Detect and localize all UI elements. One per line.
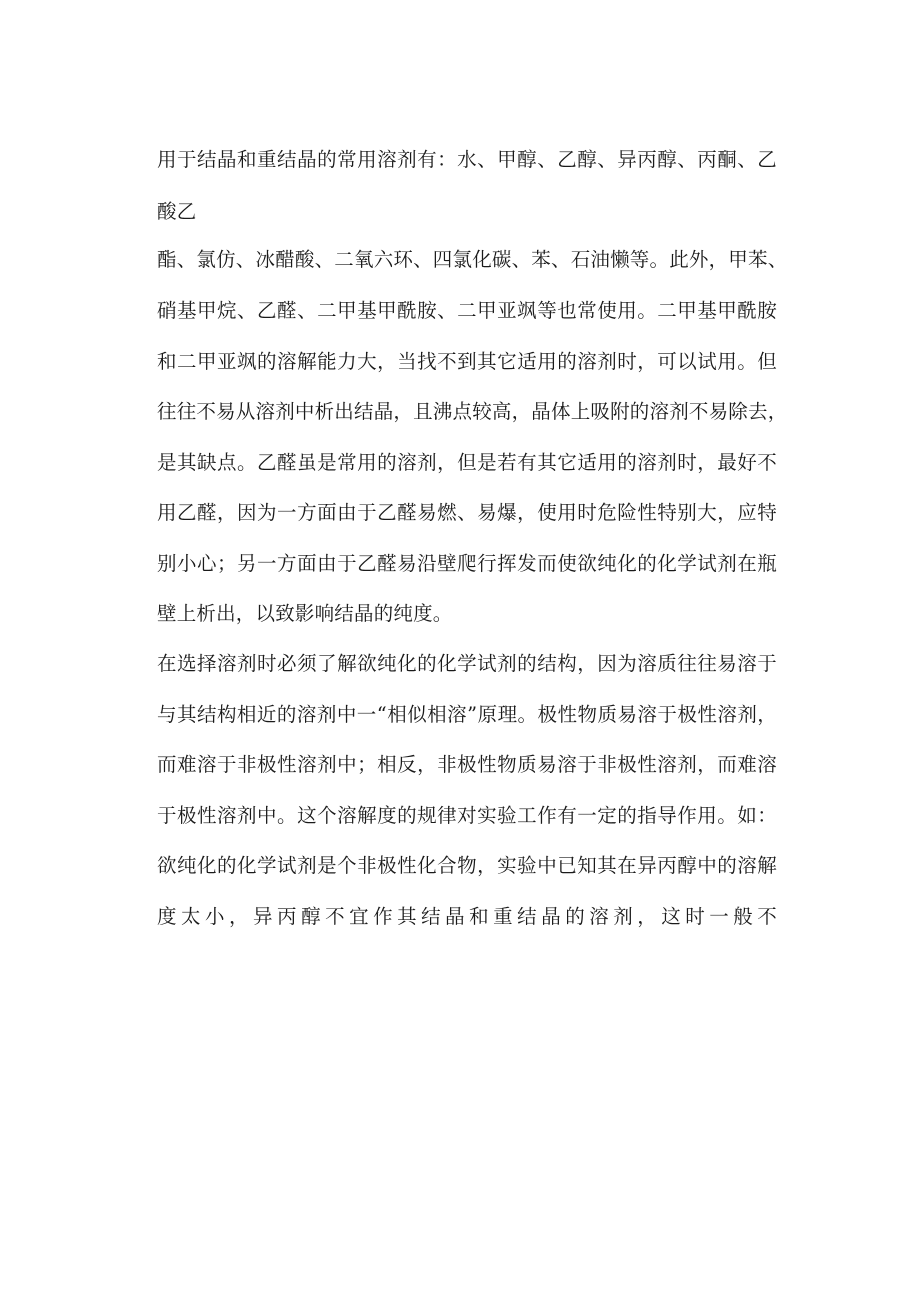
paragraph-3-line-2: 与其结构相近的溶剂中一“相似相溶”原理。极性物质易溶于极性溶剂， [157, 703, 777, 726]
paragraph-3-line-5: 欲纯化的化学试剂是个非极性化合物，实验中已知其在异丙醇中的溶解 [157, 854, 777, 877]
paragraph-3-line-6: 度太小，异丙醇不宜作其结晶和重结晶的溶剂，这时一般不 [157, 905, 777, 928]
paragraph-2-line-4: 往往不易从溶剂中析出结晶，且沸点较高，晶体上吸附的溶剂不易除去， [157, 400, 788, 423]
paragraph-3-line-1: 在选择溶剂时必须了解欲纯化的化学试剂的结构，因为溶质往往易溶于 [157, 652, 777, 675]
paragraph-3-line-3: 而难溶于非极性溶剂中；相反，非极性物质易溶于非极性溶剂，而难溶 [157, 753, 777, 776]
paragraph-2-line-8: 壁上析出，以致影响结晶的纯度。 [157, 602, 453, 625]
paragraph-1-line-1: 用于结晶和重结晶的常用溶剂有：水、甲醇、乙醇、异丙醇、丙酮、乙 [157, 148, 777, 171]
paragraph-3-line-4: 于极性溶剂中。这个溶解度的规律对实验工作有一定的指导作用。如： [157, 804, 777, 827]
paragraph-2-line-3: 和二甲亚飒的溶解能力大，当找不到其它适用的溶剂时，可以试用。但 [157, 350, 777, 373]
paragraph-2-line-1: 酯、氯仿、冰醋酸、二氧六环、四氯化碳、苯、石油懒等。此外，甲苯、 [157, 248, 788, 271]
paragraph-2-line-6: 用乙醛，因为一方面由于乙醛易燃、易爆，使用时危险性特别大，应特 [157, 501, 777, 524]
paragraph-2-line-2: 硝基甲烷、乙醛、二甲基甲酰胺、二甲亚飒等也常使用。二甲基甲酰胺 [157, 299, 777, 322]
paragraph-2-line-7: 别小心；另一方面由于乙醛易沿壁爬行挥发而使欲纯化的化学试剂在瓶 [157, 552, 777, 575]
paragraph-2-line-5: 是其缺点。乙醛虽是常用的溶剂，但是若有其它适用的溶剂时，最好不 [157, 451, 777, 474]
paragraph-1-line-2: 酸乙 [157, 200, 197, 223]
